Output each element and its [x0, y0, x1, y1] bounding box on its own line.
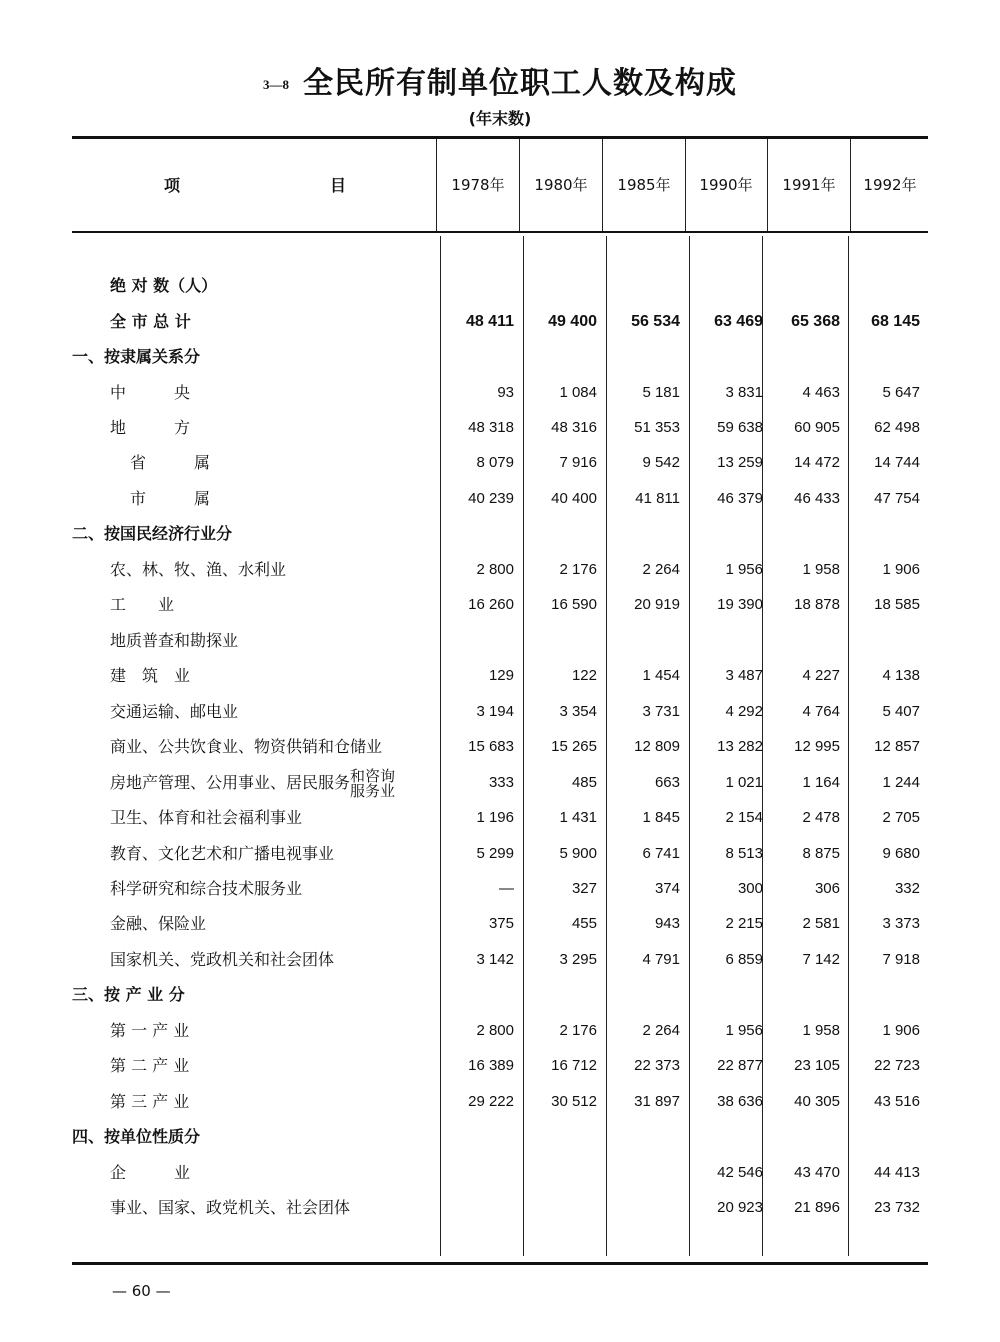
table-cell: 1 431 — [559, 809, 597, 826]
row-label — [110, 1158, 190, 1188]
table-cell: 20 919 — [634, 596, 680, 613]
table-cell: 22 723 — [874, 1057, 920, 1074]
row-label — [72, 342, 200, 372]
table-cell: 4 791 — [642, 951, 680, 968]
table-cell: 2 581 — [802, 915, 840, 932]
table-cell: 2 264 — [642, 561, 680, 578]
table-cell: 3 354 — [559, 703, 597, 720]
table-cell: 1 906 — [882, 1022, 920, 1039]
table-row — [0, 945, 1000, 975]
table-cell: 374 — [654, 880, 680, 897]
table-cell: 43 516 — [874, 1093, 920, 1110]
table-row — [0, 768, 1000, 798]
row-label-stacked-line: 和咨询 — [350, 766, 396, 785]
table-cell: 3 295 — [559, 951, 597, 968]
table-cell: 16 590 — [551, 596, 597, 613]
table-row — [0, 661, 1000, 691]
row-label-text: 四、按单位性质分 — [72, 1127, 201, 1146]
table-cell: 3 373 — [882, 915, 920, 932]
row-label — [110, 803, 302, 833]
table-row — [0, 271, 1000, 301]
table-cell: 48 411 — [465, 313, 514, 330]
row-label-text: 第 一 产 业 — [110, 1021, 190, 1040]
header-year: 1991年 — [782, 176, 836, 194]
table-cell: 333 — [488, 774, 514, 791]
table-cell: 3 487 — [725, 667, 763, 684]
table-cell: 8 079 — [476, 454, 514, 471]
row-label-text: 交通运输、邮电业 — [110, 702, 239, 721]
table-cell: 2 264 — [642, 1022, 680, 1039]
table-cell: 8 513 — [725, 845, 763, 862]
header-year: 1990年 — [699, 176, 753, 194]
table-cell: 306 — [814, 880, 840, 897]
table-cell: 1 196 — [476, 809, 514, 826]
table-cell: 663 — [654, 774, 680, 791]
row-label-text: 第 三 产 业 — [110, 1092, 190, 1111]
table-cell: 2 478 — [802, 809, 840, 826]
table-cell: 12 809 — [634, 738, 680, 755]
table-cell: 1 084 — [559, 384, 597, 401]
table-cell: 16 712 — [551, 1057, 597, 1074]
table-cell: 44 413 — [874, 1164, 920, 1181]
table-cell: 1 958 — [802, 1022, 840, 1039]
table-cell: 9 680 — [882, 845, 920, 862]
table-title: 全民所有制单位职工人数及构成 — [303, 66, 737, 101]
table-cell: 5 299 — [476, 845, 514, 862]
table-cell: 7 142 — [802, 951, 840, 968]
row-label — [110, 909, 206, 939]
table-row — [0, 1016, 1000, 1046]
table-cell: 18 878 — [794, 596, 840, 613]
table-cell: 56 534 — [631, 313, 680, 330]
table-cell: 7 916 — [559, 454, 597, 471]
table-cell: 2 176 — [559, 561, 597, 578]
table-cell: 6 859 — [725, 951, 763, 968]
table-row — [0, 697, 1000, 727]
row-label — [110, 1051, 189, 1081]
table-cell: 300 — [737, 880, 763, 897]
table-cell: 59 638 — [717, 419, 763, 436]
table-cell: 5 647 — [882, 384, 920, 401]
table-cell: 22 877 — [717, 1057, 763, 1074]
header-year: 1992年 — [863, 176, 917, 194]
table-row — [0, 519, 1000, 549]
table-row — [0, 590, 1000, 620]
row-label — [110, 1193, 350, 1223]
table-cell: 5 900 — [559, 845, 597, 862]
header-column-divider — [602, 139, 603, 231]
row-label-text: 农、林、牧、渔、水利业 — [110, 560, 287, 579]
row-label — [130, 484, 210, 514]
table-cell: 2 705 — [882, 809, 920, 826]
table-cell: 63 469 — [714, 313, 763, 330]
table-cell: 14 744 — [874, 454, 920, 471]
table-subtitle: (年末数) — [468, 109, 532, 128]
row-label-text: 全 市 总 计 — [110, 312, 191, 331]
table-cell: 1 244 — [882, 774, 920, 791]
table-cell: 1 164 — [802, 774, 840, 791]
row-label-text: 建 筑 业 — [110, 666, 191, 685]
table-row — [0, 413, 1000, 443]
table-cell: 68 145 — [871, 313, 920, 330]
table-cell: 1 956 — [725, 1022, 763, 1039]
table-cell: 4 292 — [725, 703, 763, 720]
row-label — [110, 590, 174, 620]
table-cell: 42 546 — [717, 1164, 763, 1181]
row-label — [110, 839, 334, 869]
row-label-text: 卫生、体育和社会福利事业 — [110, 808, 303, 827]
table-cell: 41 811 — [635, 490, 680, 507]
table-row — [0, 1193, 1000, 1223]
row-label-text: 科学研究和综合技术服务业 — [110, 879, 303, 898]
table-row — [0, 1087, 1000, 1117]
table-cell: 2 154 — [725, 809, 763, 826]
row-label-text: 第 二 产 业 — [110, 1056, 190, 1075]
table-cell: 2 800 — [476, 1022, 514, 1039]
table-cell: 332 — [894, 880, 920, 897]
table-row — [0, 555, 1000, 585]
page-title — [0, 58, 1000, 102]
header-year: 1985年 — [617, 176, 671, 194]
table-cell: 943 — [654, 915, 680, 932]
table-row — [0, 874, 1000, 904]
row-label — [130, 448, 210, 478]
table-cell: 40 239 — [468, 490, 514, 507]
table-cell: 1 021 — [725, 774, 763, 791]
row-label-text: 企 业 — [110, 1163, 191, 1182]
header-item-right: 目 — [330, 176, 347, 195]
row-label — [110, 1087, 189, 1117]
table-cell: 3 831 — [725, 384, 763, 401]
table-row — [0, 448, 1000, 478]
table-cell: 4 764 — [802, 703, 840, 720]
row-label-text: 绝 对 数（人） — [110, 276, 218, 295]
table-cell: 38 636 — [717, 1093, 763, 1110]
table-cell: 62 498 — [874, 419, 920, 436]
header-column-divider — [767, 139, 768, 231]
table-cell: 122 — [571, 667, 597, 684]
table-row — [0, 342, 1000, 372]
table-cell: 48 316 — [551, 419, 597, 436]
table-cell: 3 731 — [642, 703, 680, 720]
row-label-stacked — [350, 766, 396, 800]
table-row — [0, 626, 1000, 656]
bottom-rule — [72, 1262, 928, 1265]
row-label — [110, 768, 395, 799]
table-cell: 5 407 — [882, 703, 920, 720]
row-label — [110, 555, 286, 585]
table-row — [0, 1122, 1000, 1152]
table-cell: 4 463 — [802, 384, 840, 401]
row-label-text: 地 方 — [110, 418, 191, 437]
table-cell: 1 956 — [725, 561, 763, 578]
table-row — [0, 484, 1000, 514]
row-label-text: 工 业 — [110, 595, 175, 614]
table-row — [0, 803, 1000, 833]
table-cell: 1 845 — [642, 809, 680, 826]
row-label-text: 国家机关、党政机关和社会团体 — [110, 950, 335, 969]
table-cell: 46 379 — [717, 490, 763, 507]
table-cell: — — [499, 880, 514, 897]
row-label-text: 一、按隶属关系分 — [72, 347, 201, 366]
row-label — [110, 1016, 189, 1046]
row-label — [110, 626, 238, 656]
row-label — [110, 661, 190, 691]
table-cell: 9 542 — [642, 454, 680, 471]
table-row — [0, 378, 1000, 408]
table-cell: 327 — [571, 880, 597, 897]
row-label-text: 二、按国民经济行业分 — [72, 524, 233, 543]
table-cell: 13 282 — [717, 738, 763, 755]
table-cell: 1 906 — [882, 561, 920, 578]
row-label-text: 省 属 — [130, 453, 211, 472]
row-label — [72, 519, 232, 549]
table-cell: 48 318 — [468, 419, 514, 436]
row-label-text: 教育、文化艺术和广播电视事业 — [110, 844, 335, 863]
header-item-left: 项 — [164, 176, 181, 195]
table-cell: 23 732 — [874, 1199, 920, 1216]
table-row — [0, 1051, 1000, 1081]
table-cell: 21 896 — [794, 1199, 840, 1216]
row-label-text: 事业、国家、政党机关、社会团体 — [110, 1198, 351, 1217]
row-label-text: 房地产管理、公用事业、居民服务 — [110, 773, 351, 792]
row-label — [110, 945, 334, 975]
table-cell: 20 923 — [717, 1199, 763, 1216]
table-cell: 30 512 — [551, 1093, 597, 1110]
table-cell: 23 105 — [794, 1057, 840, 1074]
table-cell: 16 260 — [468, 596, 514, 613]
table-cell: 3 194 — [476, 703, 514, 720]
table-row — [0, 307, 1000, 337]
header-column-divider — [436, 139, 437, 231]
table-cell: 51 353 — [634, 419, 680, 436]
row-label — [110, 732, 382, 762]
row-label — [110, 413, 190, 443]
row-label — [110, 378, 190, 408]
table-cell: 16 389 — [468, 1057, 514, 1074]
table-cell: 29 222 — [468, 1093, 514, 1110]
table-cell: 18 585 — [874, 596, 920, 613]
table-number: 3—8 — [263, 77, 289, 92]
table-cell: 129 — [488, 667, 514, 684]
table-cell: 40 400 — [551, 490, 597, 507]
table-cell: 3 142 — [476, 951, 514, 968]
table-cell: 19 390 — [717, 596, 763, 613]
table-cell: 13 259 — [717, 454, 763, 471]
table-cell: 15 683 — [468, 738, 514, 755]
table-cell: 2 176 — [559, 1022, 597, 1039]
table-cell: 46 433 — [794, 490, 840, 507]
table-cell: 375 — [488, 915, 514, 932]
table-cell: 40 305 — [794, 1093, 840, 1110]
table-cell: 60 905 — [794, 419, 840, 436]
row-label — [110, 697, 238, 727]
table-cell: 455 — [571, 915, 597, 932]
row-label — [110, 271, 217, 301]
table-row — [0, 909, 1000, 939]
table-cell: 22 373 — [634, 1057, 680, 1074]
table-cell: 31 897 — [634, 1093, 680, 1110]
table-row — [0, 732, 1000, 762]
table-cell: 4 227 — [802, 667, 840, 684]
table-cell: 65 368 — [791, 313, 840, 330]
row-label — [72, 1122, 200, 1152]
table-row — [0, 839, 1000, 869]
table-cell: 14 472 — [794, 454, 840, 471]
table-cell: 485 — [571, 774, 597, 791]
table-cell: 2 800 — [476, 561, 514, 578]
table-row — [0, 1158, 1000, 1188]
page-number: — 60 — — [112, 1282, 171, 1300]
table-cell: 8 875 — [802, 845, 840, 862]
row-label — [110, 307, 191, 337]
row-label-text: 地质普查和勘探业 — [110, 631, 239, 650]
header-year: 1980年 — [534, 176, 588, 194]
table-cell: 6 741 — [642, 845, 680, 862]
table-cell: 49 400 — [548, 313, 597, 330]
table-cell: 1 454 — [642, 667, 680, 684]
table-cell: 12 995 — [794, 738, 840, 755]
row-label-text: 中 央 — [110, 383, 191, 402]
row-label-text: 三、按 产 业 分 — [72, 985, 185, 1004]
table-cell: 4 138 — [882, 667, 920, 684]
table-cell: 15 265 — [551, 738, 597, 755]
table-cell: 12 857 — [874, 738, 920, 755]
table-cell: 43 470 — [794, 1164, 840, 1181]
table-row — [0, 980, 1000, 1010]
row-label-text: 金融、保险业 — [110, 914, 207, 933]
header-rule — [72, 231, 928, 233]
table-cell: 2 215 — [725, 915, 763, 932]
header-year: 1978年 — [451, 176, 505, 194]
table-cell: 93 — [497, 384, 514, 401]
row-label-text: 商业、公共饮食业、物资供销和仓储业 — [110, 737, 383, 756]
table-cell: 47 754 — [874, 490, 920, 507]
row-label-text: 市 属 — [130, 489, 211, 508]
header-column-divider — [519, 139, 520, 231]
table-cell: 5 181 — [642, 384, 680, 401]
table-cell: 1 958 — [802, 561, 840, 578]
row-label — [110, 874, 302, 904]
row-label — [72, 980, 185, 1010]
table-cell: 7 918 — [882, 951, 920, 968]
row-label-stacked-line: 服务业 — [350, 781, 396, 800]
